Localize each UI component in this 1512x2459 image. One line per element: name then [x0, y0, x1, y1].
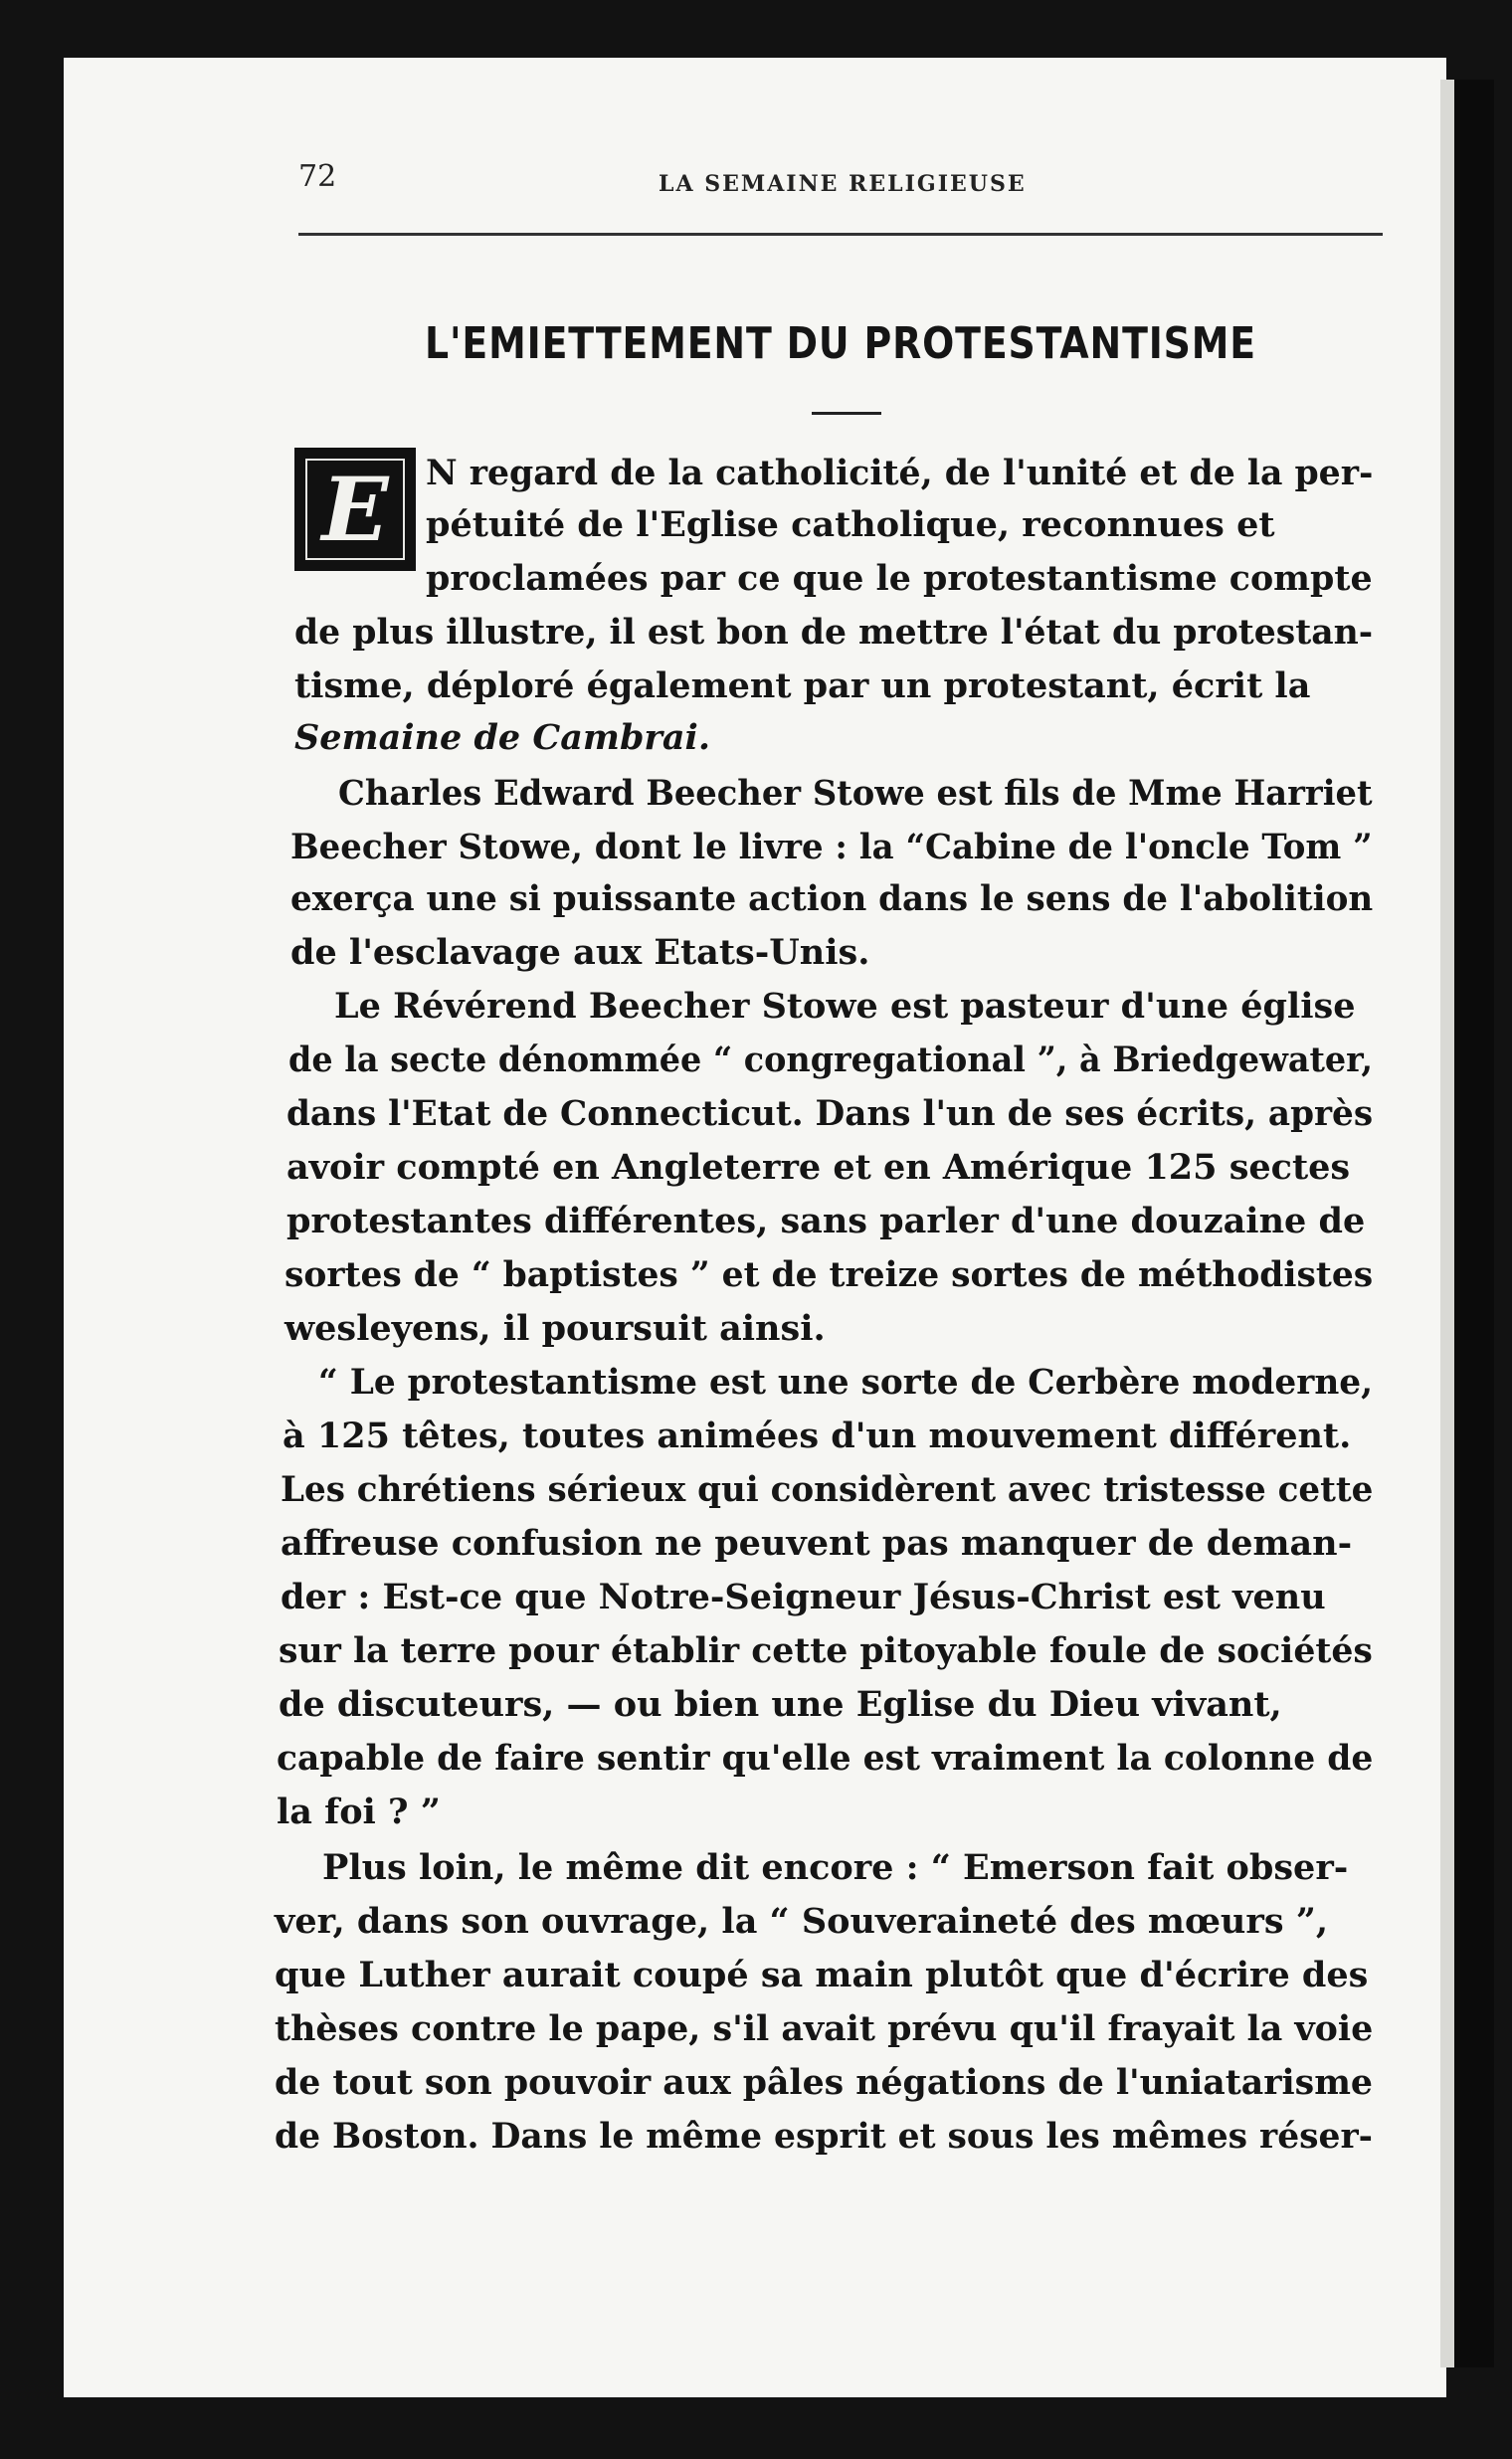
- article-title: L'EMIETTEMENT DU PROTESTANTISME: [424, 318, 1257, 369]
- text-line: “ Le protestantisme est une sorte de Cerbère moderne,: [318, 1362, 1374, 1403]
- text-line: pétuité de l'Eglise catholique, reconnues et: [426, 504, 1275, 545]
- header-rule: [298, 233, 1383, 236]
- text-line: sur la terre pour établir cette pitoyable foule de sociétés: [279, 1630, 1373, 1671]
- drop-cap-letter: E: [321, 458, 389, 561]
- text-line: à 125 têtes, toutes animées d'un mouvement différent.: [283, 1416, 1352, 1456]
- text-line: exerça une si puissante action dans le sens de l'abolition: [290, 878, 1374, 919]
- text-line: sortes de “ baptistes ” et de treize sortes de méthodistes: [284, 1254, 1374, 1295]
- text-line: ver, dans son ouvrage, la “ Souveraineté des mœurs ”,: [275, 1901, 1329, 1942]
- text-line-italic: Semaine de Cambrai.: [294, 717, 711, 758]
- text-line: de plus illustre, il est bon de mettre l'état du protestan-: [294, 612, 1374, 653]
- text-line: dans l'Etat de Connecticut. Dans l'un de ses écrits, après: [286, 1093, 1374, 1134]
- text-line: capable de faire sentir qu'elle est vraiment la colonne de: [277, 1738, 1374, 1779]
- drop-cap-frame: [305, 459, 405, 560]
- text-line: N regard de la catholicité, de l'unité et de la per-: [426, 453, 1374, 493]
- page-gutter-shadow: [1454, 80, 1494, 2367]
- page-number: 72: [298, 159, 337, 194]
- drop-cap-ornament: [294, 448, 416, 571]
- text-line: proclamées par ce que le protestantisme compte: [426, 558, 1373, 599]
- text-line: Les chrétiens sérieux qui considèrent avec tristesse cette: [281, 1469, 1374, 1510]
- text-line: der : Est-ce que Notre-Seigneur Jésus-Christ est venu: [281, 1577, 1326, 1617]
- text-line: tisme, déploré également par un protestant, écrit la: [294, 665, 1311, 706]
- text-line: Charles Edward Beecher Stowe est fils de Mme Harriet: [338, 773, 1373, 814]
- text-line: de Boston. Dans le même esprit et sous les mêmes réser-: [275, 2116, 1373, 2157]
- text-line: de discuteurs, — ou bien une Eglise du Dieu vivant,: [279, 1684, 1282, 1725]
- text-line: affreuse confusion ne peuvent pas manquer de deman-: [281, 1523, 1353, 1564]
- text-line: la foi ? ”: [277, 1792, 441, 1832]
- running-header: [298, 159, 1383, 205]
- text-line: avoir compté en Angleterre et en Amérique 125 sectes: [286, 1147, 1351, 1188]
- text-line: que Luther aurait coupé sa main plutôt que d'écrire des: [275, 1955, 1369, 1995]
- text-line: de tout son pouvoir aux pâles négations de l'uniatarisme: [275, 2062, 1373, 2103]
- next-page-edge: [1440, 80, 1454, 2367]
- text-line: Plus loin, le même dit encore : “ Emerson fait obser-: [322, 1847, 1349, 1888]
- text-line: protestantes différentes, sans parler d'une douzaine de: [286, 1201, 1366, 1241]
- text-line: Beecher Stowe, dont le livre : la “Cabine de l'oncle Tom ”: [290, 827, 1373, 867]
- text-line: de l'esclavage aux Etats-Unis.: [290, 932, 870, 973]
- text-line: de la secte dénommée “ congregational ”, à Briedgewater,: [288, 1040, 1373, 1080]
- journal-title: LA SEMAINE RELIGIEUSE: [659, 171, 1027, 197]
- text-line: Le Révérend Beecher Stowe est pasteur d'une église: [334, 986, 1356, 1027]
- text-line: thèses contre le pape, s'il avait prévu qu'il frayait la voie: [275, 2008, 1374, 2049]
- title-rule: [812, 412, 881, 415]
- text-line: wesleyens, il poursuit ainsi.: [284, 1308, 826, 1349]
